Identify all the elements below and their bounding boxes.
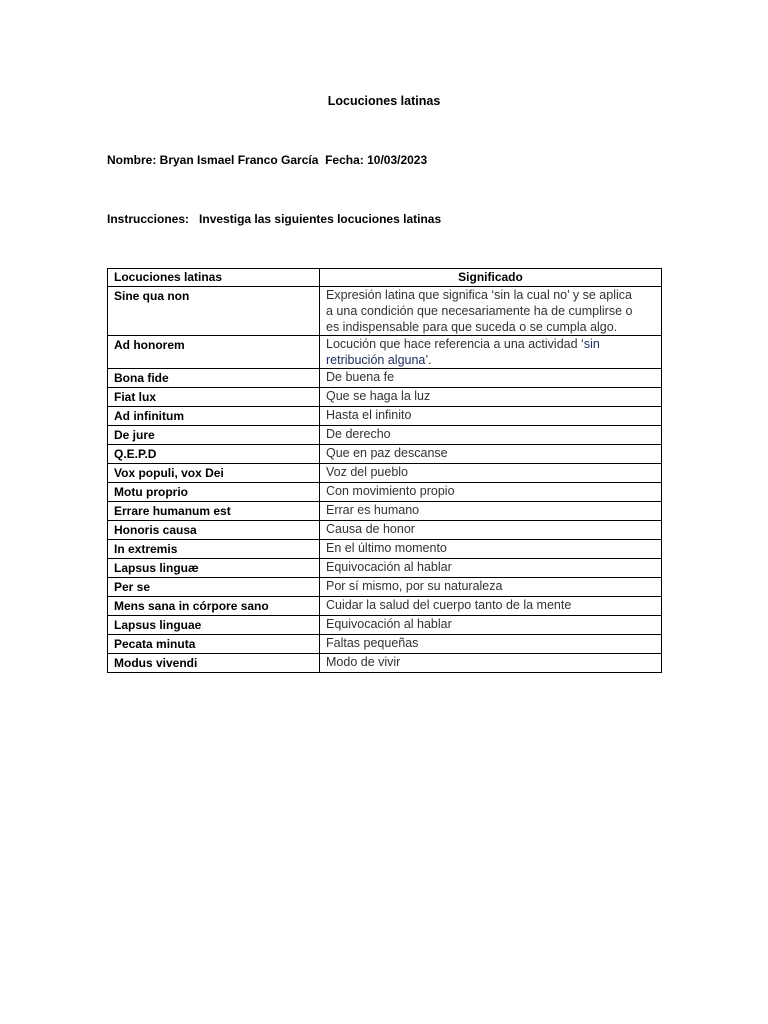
phrase-cell: Mens sana in córpore sano [108,597,320,616]
meaning-cell [320,336,662,369]
document-title: Locuciones latinas [327,94,441,108]
instructions-text: Investiga las siguientes locuciones latinas [199,212,442,226]
phrase-cell: Sine qua non [108,287,320,336]
meaning-cell: Por sí mismo, por su naturaleza [320,578,662,597]
table-row [108,388,662,407]
meaning-text-end: ’. [425,353,432,367]
phrase-cell: Bona fide [108,369,320,388]
meaning-cell: De buena fe [320,369,662,388]
table-row [108,521,662,540]
table-row [108,464,662,483]
table-header-row [108,269,662,287]
phrase-cell: Fiat lux [108,388,320,407]
instructions-label: Instrucciones: [107,212,190,226]
table-row [108,483,662,502]
table-row [108,635,662,654]
meaning-cell: Voz del pueblo [320,464,662,483]
phrase-cell: Ad honorem [108,336,320,369]
meaning-cell: De derecho [320,426,662,445]
meaning-cell: Con movimiento propio [320,483,662,502]
meaning-highlight: sin retribución alguna [326,337,600,367]
phrase-cell: In extremis [108,540,320,559]
table-row [108,445,662,464]
phrase-cell: Pecata minuta [108,635,320,654]
meaning-cell: Equivocación al hablar [320,559,662,578]
latin-phrases-table [107,268,662,673]
phrase-cell: De jure [108,426,320,445]
table-row [108,336,662,369]
table-row [108,502,662,521]
table-row [108,654,662,673]
meaning-cell: Causa de honor [320,521,662,540]
meaning-cell: Equivocación al hablar [320,616,662,635]
table-row [108,540,662,559]
table-row [108,559,662,578]
phrase-cell: Ad infinitum [108,407,320,426]
meaning-cell: Expresión latina que significa ‘sin la cual no’ y se aplica a una condición que necesariamente ha de cumplirse o es indispensable para que suceda o se cumpla algo. [320,287,662,336]
table-row [108,616,662,635]
phrase-cell: Motu proprio [108,483,320,502]
phrase-cell: Modus vivendi [108,654,320,673]
instructions-line [107,212,441,226]
table-row [108,426,662,445]
table-row [108,597,662,616]
meaning-cell: En el último momento [320,540,662,559]
meaning-cell: Cuidar la salud del cuerpo tanto de la mente [320,597,662,616]
meaning-cell: Hasta el infinito [320,407,662,426]
meaning-cell: Que en paz descanse [320,445,662,464]
meaning-cell: Errar es humano [320,502,662,521]
phrase-cell: Q.E.P.D [108,445,320,464]
meaning-cell: Que se haga la luz [320,388,662,407]
meaning-cell: Faltas pequeñas [320,635,662,654]
phrase-cell: Vox populi, vox Dei [108,464,320,483]
table-row [108,369,662,388]
table-row [108,287,662,336]
table-row [108,578,662,597]
meaning-cell: Modo de vivir [320,654,662,673]
phrase-cell: Lapsus linguae [108,616,320,635]
name-date-line: Nombre: Bryan Ismael Franco García Fecha: 10/03/2023 [107,153,428,167]
phrase-cell: Errare humanum est [108,502,320,521]
phrase-cell: Lapsus linguæ [108,559,320,578]
phrase-cell: Honoris causa [108,521,320,540]
header-locuciones: Locuciones latinas [108,269,320,287]
header-significado: Significado [320,269,662,287]
phrase-cell: Per se [108,578,320,597]
meaning-text: Locución que hace referencia a una actividad ‘ [326,337,584,351]
table-row [108,407,662,426]
